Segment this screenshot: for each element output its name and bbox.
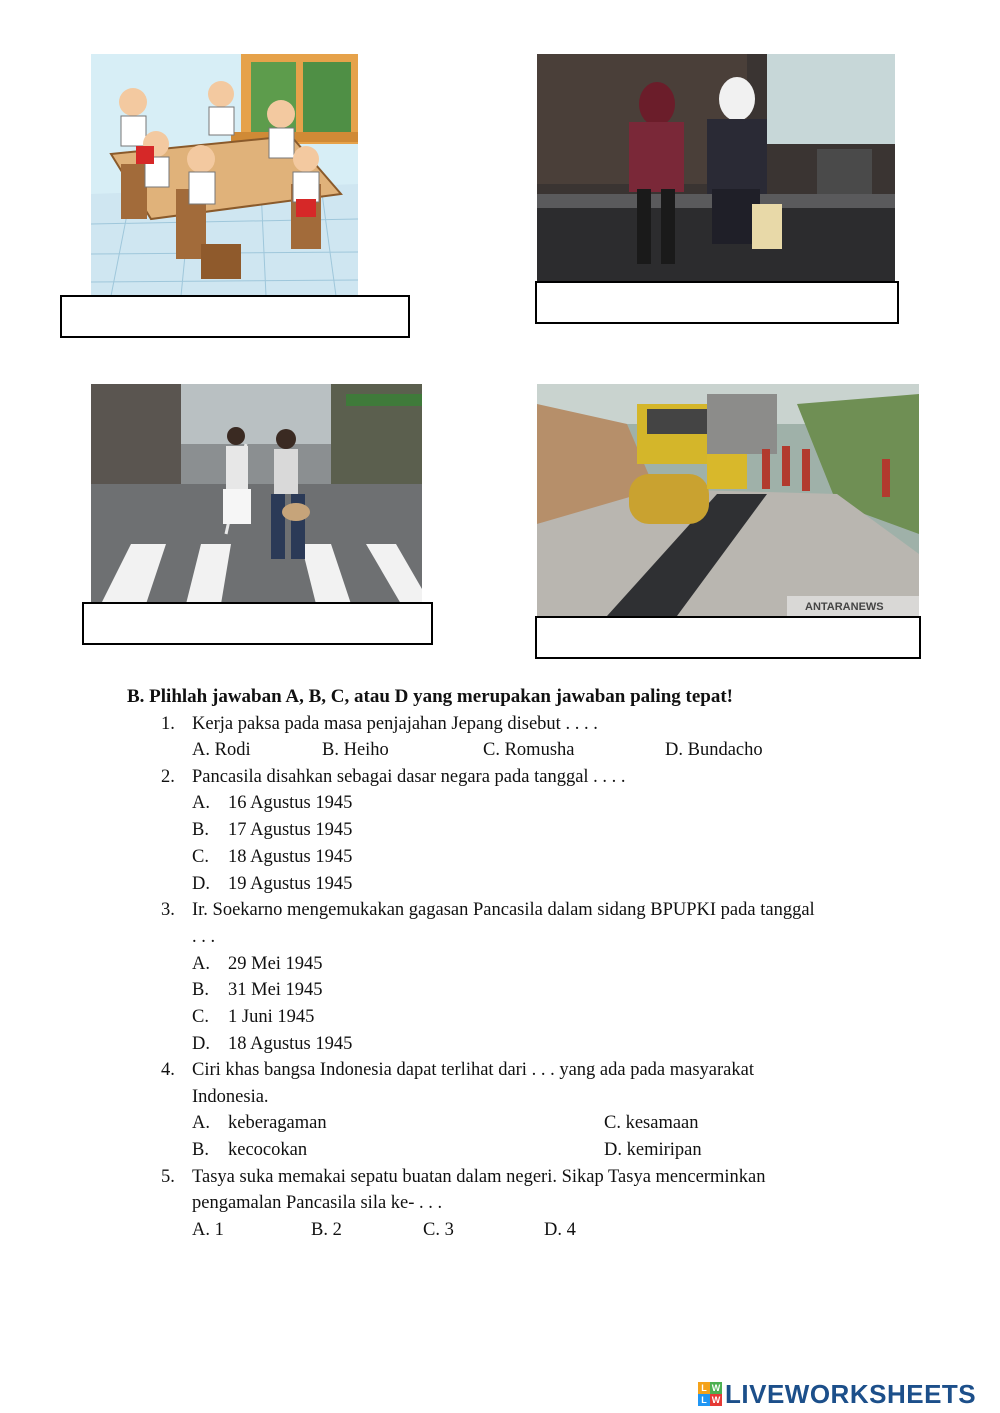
question-2-option-a[interactable]: 16 Agustus 1945: [228, 793, 353, 813]
question-3-option-b-letter: B.: [192, 980, 209, 1000]
liveworksheets-wordmark: LIVEWORKSHEETS: [725, 1378, 977, 1409]
logo-mark-letter: L: [698, 1394, 710, 1406]
question-3-option-c[interactable]: 1 Juni 1945: [228, 1007, 315, 1027]
question-2-option-d[interactable]: 19 Agustus 1945: [228, 874, 353, 894]
question-2-option-c-letter: C.: [192, 847, 209, 867]
question-1-option-b[interactable]: B. Heiho: [322, 740, 389, 760]
antaranews-watermark: ANTARANEWS: [805, 601, 884, 613]
question-5-option-d[interactable]: D. 4: [544, 1220, 576, 1240]
question-3-option-c-letter: C.: [192, 1007, 209, 1027]
road-construction-photo: [537, 384, 919, 616]
logo-mark-letter: W: [711, 1395, 721, 1405]
section-b-heading: B. Plihlah jawaban A, B, C, atau D yang merupakan jawaban paling tepat!: [127, 686, 733, 707]
answer-box-2[interactable]: [535, 281, 899, 324]
question-3-option-d[interactable]: 18 Agustus 1945: [228, 1034, 353, 1054]
question-5-option-b[interactable]: B. 2: [311, 1220, 342, 1240]
question-4-option-b[interactable]: kecocokan: [228, 1140, 308, 1160]
question-2-option-b[interactable]: 17 Agustus 1945: [228, 820, 353, 840]
question-5-text-continued: pengamalan Pancasila sila ke- . . .: [192, 1193, 443, 1213]
women-walking-photo: [537, 54, 895, 282]
question-4-option-a-letter: A.: [192, 1113, 210, 1133]
question-1-number: 1.: [161, 714, 175, 734]
liveworksheets-mark-icon: [698, 1382, 722, 1406]
question-2-option-d-letter: D.: [192, 874, 210, 894]
classroom-students-illustration: [91, 54, 358, 296]
question-5-number: 5.: [161, 1167, 175, 1187]
question-1-text: Kerja paksa pada masa penjajahan Jepang disebut . . . .: [192, 714, 598, 734]
question-4-option-d[interactable]: D. kemiripan: [604, 1140, 702, 1160]
question-4-text: Ciri khas bangsa Indonesia dapat terlihat dari . . . yang ada pada masyarakat: [192, 1060, 754, 1080]
street-crossing-photo: [91, 384, 422, 604]
question-1-option-a[interactable]: A. Rodi: [192, 740, 251, 760]
logo-mark-letter: L: [698, 1382, 710, 1394]
question-2-number: 2.: [161, 767, 175, 787]
question-3-option-d-letter: D.: [192, 1034, 210, 1054]
question-3-option-a[interactable]: 29 Mei 1945: [228, 954, 323, 974]
question-3-option-b[interactable]: 31 Mei 1945: [228, 980, 323, 1000]
question-3-option-a-letter: A.: [192, 954, 210, 974]
question-3-number: 3.: [161, 900, 175, 920]
question-2-option-a-letter: A.: [192, 793, 210, 813]
liveworksheets-logo: [698, 1378, 976, 1410]
question-2-text: Pancasila disahkan sebagai dasar negara pada tanggal . . . .: [192, 767, 626, 787]
question-4-number: 4.: [161, 1060, 175, 1080]
question-5-option-c[interactable]: C. 3: [423, 1220, 454, 1240]
question-4-option-a[interactable]: keberagaman: [228, 1113, 327, 1133]
question-2-option-b-letter: B.: [192, 820, 209, 840]
question-5-text: Tasya suka memakai sepatu buatan dalam negeri. Sikap Tasya mencerminkan: [192, 1167, 766, 1187]
question-1-option-c[interactable]: C. Romusha: [483, 740, 575, 760]
question-5-option-a[interactable]: A. 1: [192, 1220, 224, 1240]
question-1-option-d[interactable]: D. Bundacho: [665, 740, 763, 760]
question-4-option-c[interactable]: C. kesamaan: [604, 1113, 699, 1133]
answer-box-4[interactable]: [535, 616, 921, 659]
answer-box-3[interactable]: [82, 602, 433, 645]
question-2-option-c[interactable]: 18 Agustus 1945: [228, 847, 353, 867]
answer-box-1[interactable]: [60, 295, 410, 338]
question-4-option-b-letter: B.: [192, 1140, 209, 1160]
question-3-text: Ir. Soekarno mengemukakan gagasan Pancasila dalam sidang BPUPKI pada tanggal: [192, 900, 815, 920]
logo-mark-letter: W: [711, 1383, 721, 1393]
question-4-text-continued: Indonesia.: [192, 1087, 269, 1107]
question-3-text-continued: . . .: [192, 927, 216, 947]
